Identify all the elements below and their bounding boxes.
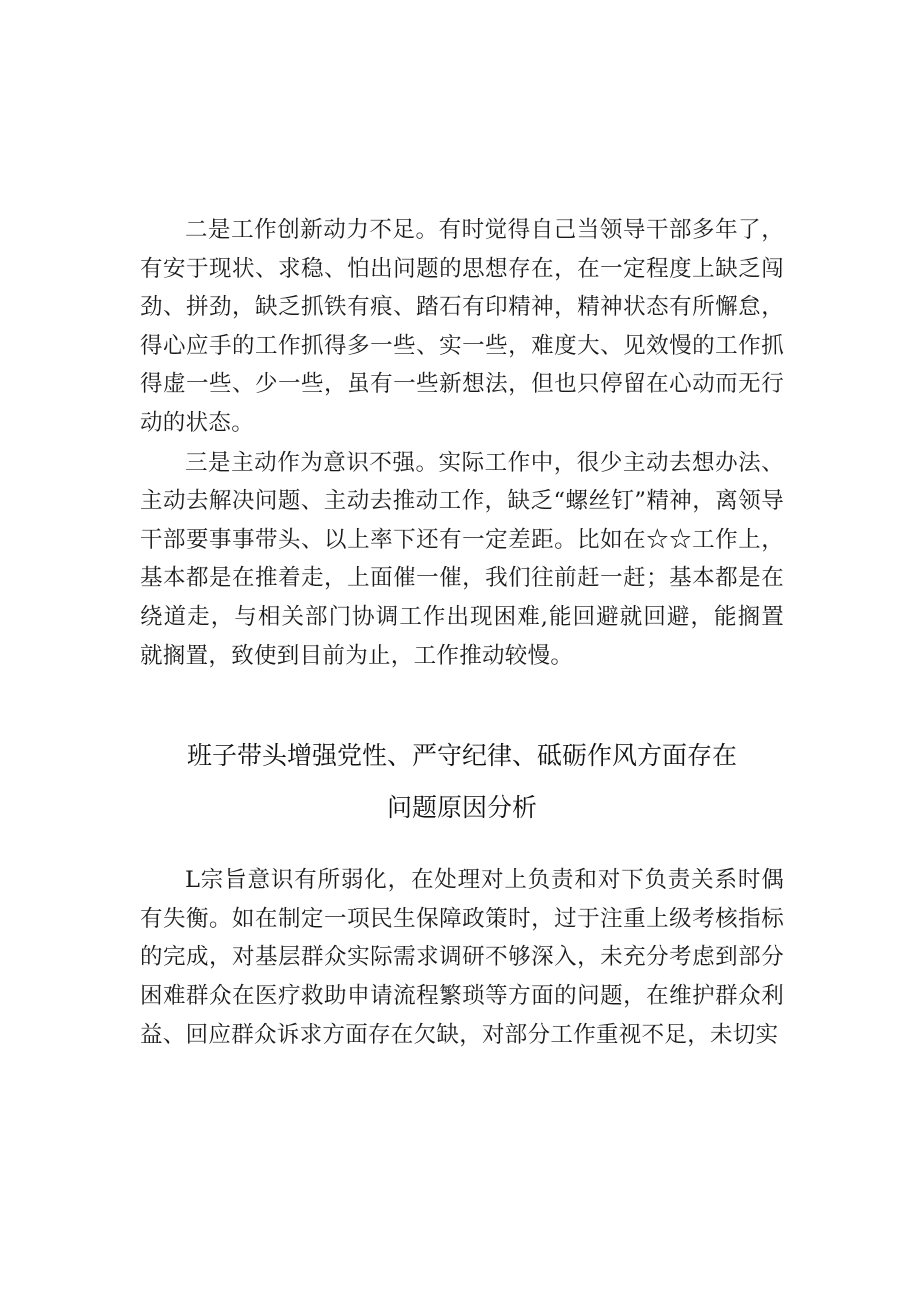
paragraph-purpose: L宗旨意识有所弱化，在处理对上负责和对下负责关系时偶有失衡。如在制定一项民生保障政策时，过于注重上级考核指标的完成，对基层群众实际需求调研不够深入，未充分考虑到部分困难群众在医疗救助申请流程繁琐等方面的问题，在维护群众利益、回应群众诉求方面存在欠缺，对部分工作重视不足，未切实 [140,867,784,1048]
paragraph-initiative: 三是主动作为意识不强。实际工作中，很少主动去想办法、主动去解决问题、主动去推动工作，缺乏“螺丝钉”精神，离领导干部要事事带头、以上率下还有一定差距。比如在☆☆工作上，基本都是在推着走，上面催一催，我们往前赶一赶；基本都是在绕道走，与相关部门协调工作出现困难,能回避就回避，能搁置就搁置，致使到目前为止，工作推动较慢。 [140,449,784,669]
section-title-line-2: 问题原因分析 [386,793,537,823]
paragraph-innovation: 二是工作创新动力不足。有时觉得自己当领导干部多年了，有安于现状、求稳、怕出问题的思想存在，在一定程度上缺乏闯劲、拼劲，缺乏抓铁有痕、踏石有印精神，精神状态有所懈怠，得心应手的工作抓得多一些、实一些，难度大、见效慢的工作抓得虚一些、少一些，虽有一些新想法，但也只停留在心动而无行动的状态。 [140,217,784,436]
section-title [140,731,784,833]
section-title-line-1: 班子带头增强党性、严守纪律、砥砺作风方面存在 [186,741,737,771]
document-body [140,211,784,1054]
